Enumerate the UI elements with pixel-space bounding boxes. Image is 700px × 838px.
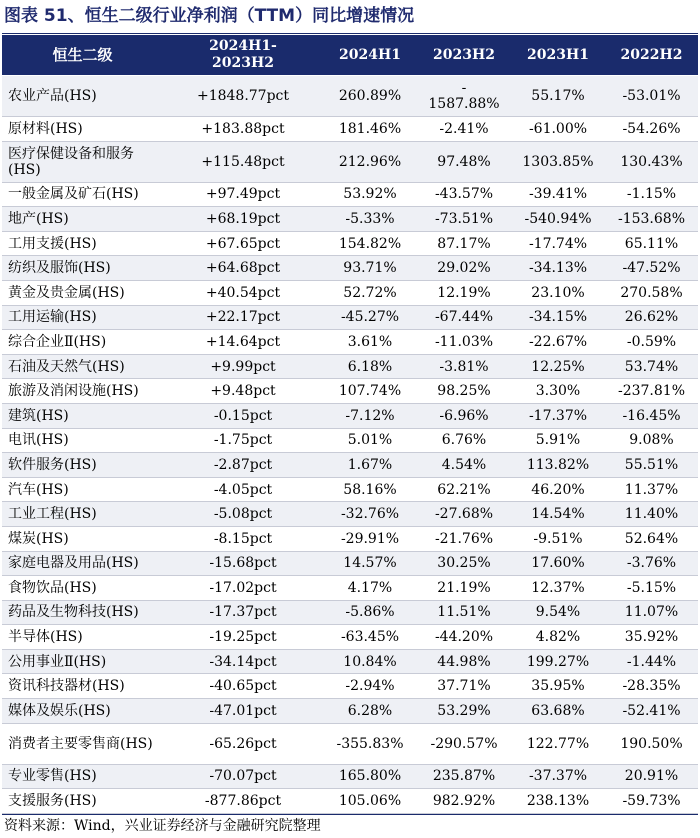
table-row <box>2 330 698 355</box>
cell-2024h1: -63.45% <box>323 625 417 650</box>
cell-sector: 家庭电器及用品(HS) <box>2 551 163 576</box>
cell-2023h2: 6.76% <box>417 428 511 453</box>
cell-sector: 纺织及服饰(HS) <box>2 256 163 281</box>
cell-2024h1: 10.84% <box>323 649 417 674</box>
cell-2024h1: -32.76% <box>323 502 417 527</box>
cell-2023h1: 14.54% <box>511 502 605 527</box>
cell-2024h1: 14.57% <box>323 551 417 576</box>
cell-2024h1: 93.71% <box>323 256 417 281</box>
cell-2022h2: 9.08% <box>605 428 698 453</box>
cell-2023h1: 63.68% <box>511 699 605 724</box>
cell-2023h2: 21.19% <box>417 576 511 601</box>
cell-2023h2: 12.19% <box>417 280 511 305</box>
cell-2024h1: -5.33% <box>323 207 417 232</box>
table-row <box>2 600 698 625</box>
cell-change: +14.64pct <box>163 330 323 355</box>
cell-2024h1: 58.16% <box>323 477 417 502</box>
cell-2024h1: -355.83% <box>323 723 417 764</box>
table-row <box>2 625 698 650</box>
cell-2023h1: 199.27% <box>511 649 605 674</box>
cell-2022h2: -52.41% <box>605 699 698 724</box>
cell-2023h1: 12.37% <box>511 576 605 601</box>
cell-2022h2: 26.62% <box>605 305 698 330</box>
cell-change: +1848.77pct <box>163 76 323 117</box>
cell-2022h2: 52.64% <box>605 526 698 551</box>
cell-2023h2: 98.25% <box>417 379 511 404</box>
cell-2023h1: 113.82% <box>511 453 605 478</box>
cell-2023h2: -44.20% <box>417 625 511 650</box>
table-row <box>2 280 698 305</box>
cell-2023h1: 4.82% <box>511 625 605 650</box>
cell-2024h1: -45.27% <box>323 305 417 330</box>
cell-sector: 资讯科技器材(HS) <box>2 674 163 699</box>
cell-2023h2: 235.87% <box>417 764 511 789</box>
cell-2023h1: 5.91% <box>511 428 605 453</box>
cell-change: -47.01pct <box>163 699 323 724</box>
cell-change: +9.48pct <box>163 379 323 404</box>
cell-2024h1: 53.92% <box>323 182 417 207</box>
cell-2022h2: 11.40% <box>605 502 698 527</box>
cell-sector: 医疗保健设备和服务(HS) <box>2 141 163 182</box>
cell-2023h2: -27.68% <box>417 502 511 527</box>
cell-2022h2: -0.59% <box>605 330 698 355</box>
cell-sector: 公用事业Ⅱ(HS) <box>2 649 163 674</box>
table-row <box>2 379 698 404</box>
col-header-2022h2: 2022H2 <box>605 35 698 76</box>
cell-sector: 地产(HS) <box>2 207 163 232</box>
cell-change: +22.17pct <box>163 305 323 330</box>
cell-2023h2: -11.03% <box>417 330 511 355</box>
table-row <box>2 141 698 182</box>
cell-2023h1: -17.74% <box>511 231 605 256</box>
cell-change: -65.26pct <box>163 723 323 764</box>
cell-sector: 专业零售(HS) <box>2 764 163 789</box>
cell-2022h2: 20.91% <box>605 764 698 789</box>
table-row <box>2 674 698 699</box>
cell-2024h1: 6.18% <box>323 354 417 379</box>
cell-2023h2: 97.48% <box>417 141 511 182</box>
table-row <box>2 403 698 428</box>
cell-2023h2: 982.92% <box>417 789 511 814</box>
table-row <box>2 305 698 330</box>
cell-change: +97.49pct <box>163 182 323 207</box>
table-header-row <box>2 35 698 76</box>
cell-sector: 药品及生物科技(HS) <box>2 600 163 625</box>
cell-change: +115.48pct <box>163 141 323 182</box>
cell-change: -5.08pct <box>163 502 323 527</box>
cell-change: -4.05pct <box>163 477 323 502</box>
cell-change: -15.68pct <box>163 551 323 576</box>
cell-change: -40.65pct <box>163 674 323 699</box>
cell-2022h2: -16.45% <box>605 403 698 428</box>
table-row <box>2 76 698 117</box>
table-row <box>2 649 698 674</box>
cell-2023h2: -6.96% <box>417 403 511 428</box>
cell-2022h2: 11.07% <box>605 600 698 625</box>
cell-sector: 旅游及消闲设施(HS) <box>2 379 163 404</box>
cell-2024h1: -7.12% <box>323 403 417 428</box>
cell-change: -8.15pct <box>163 526 323 551</box>
cell-2023h2: -43.57% <box>417 182 511 207</box>
cell-2024h1: 105.06% <box>323 789 417 814</box>
cell-2023h1: 12.25% <box>511 354 605 379</box>
cell-2022h2: -59.73% <box>605 789 698 814</box>
cell-2023h2: 87.17% <box>417 231 511 256</box>
cell-2023h1: 23.10% <box>511 280 605 305</box>
cell-change: +9.99pct <box>163 354 323 379</box>
table-row <box>2 182 698 207</box>
table-row <box>2 231 698 256</box>
cell-2023h1: -17.37% <box>511 403 605 428</box>
cell-change: -2.87pct <box>163 453 323 478</box>
cell-sector: 半导体(HS) <box>2 625 163 650</box>
cell-2022h2: 270.58% <box>605 280 698 305</box>
cell-sector: 工用运输(HS) <box>2 305 163 330</box>
cell-2024h1: 52.72% <box>323 280 417 305</box>
cell-change: -877.86pct <box>163 789 323 814</box>
cell-sector: 综合企业Ⅱ(HS) <box>2 330 163 355</box>
cell-2023h1: -22.67% <box>511 330 605 355</box>
table-row <box>2 453 698 478</box>
cell-2023h1: -34.15% <box>511 305 605 330</box>
col-header-2023h2: 2023H2 <box>417 35 511 76</box>
cell-2024h1: 1.67% <box>323 453 417 478</box>
cell-2024h1: 3.61% <box>323 330 417 355</box>
cell-2024h1: 212.96% <box>323 141 417 182</box>
table-row <box>2 551 698 576</box>
cell-2023h2: 4.54% <box>417 453 511 478</box>
cell-2023h2: 30.25% <box>417 551 511 576</box>
cell-2024h1: -2.94% <box>323 674 417 699</box>
cell-change: +67.65pct <box>163 231 323 256</box>
cell-2022h2: -54.26% <box>605 117 698 142</box>
cell-2023h2: -3.81% <box>417 354 511 379</box>
table-row <box>2 477 698 502</box>
cell-2022h2: -1.44% <box>605 649 698 674</box>
table-row <box>2 502 698 527</box>
cell-2023h2: - 1587.88% <box>417 76 511 117</box>
cell-2023h1: -540.94% <box>511 207 605 232</box>
col-header-change <box>163 35 323 76</box>
cell-change: -70.07pct <box>163 764 323 789</box>
title-rule <box>2 33 698 34</box>
cell-change: +183.88pct <box>163 117 323 142</box>
cell-2022h2: -5.15% <box>605 576 698 601</box>
cell-2023h2: -67.44% <box>417 305 511 330</box>
cell-2022h2: -47.52% <box>605 256 698 281</box>
cell-sector: 一般金属及矿石(HS) <box>2 182 163 207</box>
cell-2024h1: 4.17% <box>323 576 417 601</box>
cell-2022h2: 55.51% <box>605 453 698 478</box>
cell-2023h1: 9.54% <box>511 600 605 625</box>
cell-2023h1: 35.95% <box>511 674 605 699</box>
cell-2023h2: 53.29% <box>417 699 511 724</box>
cell-change: +64.68pct <box>163 256 323 281</box>
table-row <box>2 428 698 453</box>
cell-2022h2: 53.74% <box>605 354 698 379</box>
cell-sector: 农业产品(HS) <box>2 76 163 117</box>
source-note: 资料来源：Wind，兴业证券经济与金融研究院整理 <box>4 818 321 834</box>
cell-2023h2: -290.57% <box>417 723 511 764</box>
cell-2022h2: -28.35% <box>605 674 698 699</box>
cell-2024h1: 165.80% <box>323 764 417 789</box>
col-header-2024h1: 2024H1 <box>323 35 417 76</box>
cell-2023h1: 1303.85% <box>511 141 605 182</box>
cell-sector: 原材料(HS) <box>2 117 163 142</box>
table-row <box>2 699 698 724</box>
col-header-2023h1: 2023H1 <box>511 35 605 76</box>
table-row <box>2 526 698 551</box>
cell-2023h1: 17.60% <box>511 551 605 576</box>
cell-2023h1: -9.51% <box>511 526 605 551</box>
cell-2024h1: 181.46% <box>323 117 417 142</box>
cell-2024h1: 6.28% <box>323 699 417 724</box>
cell-2022h2: 11.37% <box>605 477 698 502</box>
table-row <box>2 764 698 789</box>
cell-2022h2: -153.68% <box>605 207 698 232</box>
cell-2023h2: -73.51% <box>417 207 511 232</box>
table-row <box>2 576 698 601</box>
cell-sector: 电讯(HS) <box>2 428 163 453</box>
cell-2024h1: 260.89% <box>323 76 417 117</box>
table-row <box>2 256 698 281</box>
col-header-sector: 恒生二级 <box>2 35 163 76</box>
cell-2022h2: 190.50% <box>605 723 698 764</box>
cell-change: +68.19pct <box>163 207 323 232</box>
cell-2024h1: 107.74% <box>323 379 417 404</box>
cell-2022h2: 130.43% <box>605 141 698 182</box>
cell-2024h1: 154.82% <box>323 231 417 256</box>
cell-change: -17.02pct <box>163 576 323 601</box>
cell-change: -19.25pct <box>163 625 323 650</box>
cell-2022h2: -53.01% <box>605 76 698 117</box>
cell-sector: 工用支援(HS) <box>2 231 163 256</box>
cell-sector: 煤炭(HS) <box>2 526 163 551</box>
cell-2023h2: -2.41% <box>417 117 511 142</box>
table-row <box>2 117 698 142</box>
table-row <box>2 354 698 379</box>
cell-2023h1: 46.20% <box>511 477 605 502</box>
cell-2023h2: 44.98% <box>417 649 511 674</box>
cell-sector: 媒体及娱乐(HS) <box>2 699 163 724</box>
growth-table <box>2 35 698 814</box>
cell-2023h1: 3.30% <box>511 379 605 404</box>
cell-2022h2: -3.76% <box>605 551 698 576</box>
cell-2023h2: 29.02% <box>417 256 511 281</box>
cell-2022h2: 65.11% <box>605 231 698 256</box>
cell-2024h1: -5.86% <box>323 600 417 625</box>
cell-2023h2: -21.76% <box>417 526 511 551</box>
cell-2023h1: 55.17% <box>511 76 605 117</box>
cell-2024h1: -29.91% <box>323 526 417 551</box>
cell-sector: 石油及天然气(HS) <box>2 354 163 379</box>
cell-change: -17.37pct <box>163 600 323 625</box>
table-row <box>2 789 698 814</box>
cell-2023h2: 62.21% <box>417 477 511 502</box>
cell-2022h2: -1.15% <box>605 182 698 207</box>
table-row <box>2 723 698 764</box>
cell-change: -34.14pct <box>163 649 323 674</box>
cell-sector: 消费者主要零售商(HS) <box>2 723 163 764</box>
figure-title: 图表 51、恒生二级行业净利润（TTM）同比增速情况 <box>4 6 415 26</box>
cell-2023h2: 37.71% <box>417 674 511 699</box>
cell-2023h1: -39.41% <box>511 182 605 207</box>
cell-2022h2: 35.92% <box>605 625 698 650</box>
cell-2023h1: 122.77% <box>511 723 605 764</box>
cell-sector: 建筑(HS) <box>2 403 163 428</box>
cell-2023h1: 238.13% <box>511 789 605 814</box>
cell-change: +40.54pct <box>163 280 323 305</box>
cell-change: -0.15pct <box>163 403 323 428</box>
cell-2023h1: -61.00% <box>511 117 605 142</box>
cell-2023h1: -34.13% <box>511 256 605 281</box>
cell-2024h1: 5.01% <box>323 428 417 453</box>
cell-sector: 软件服务(HS) <box>2 453 163 478</box>
cell-sector: 支援服务(HS) <box>2 789 163 814</box>
cell-2022h2: -237.81% <box>605 379 698 404</box>
cell-2023h2: 11.51% <box>417 600 511 625</box>
cell-sector: 黄金及贵金属(HS) <box>2 280 163 305</box>
cell-change: -1.75pct <box>163 428 323 453</box>
cell-sector: 汽车(HS) <box>2 477 163 502</box>
cell-sector: 食物饮品(HS) <box>2 576 163 601</box>
cell-2023h1: -37.37% <box>511 764 605 789</box>
table-row <box>2 207 698 232</box>
cell-sector: 工业工程(HS) <box>2 502 163 527</box>
col-header-change-text: 2024H1- 2023H2 <box>209 38 277 71</box>
